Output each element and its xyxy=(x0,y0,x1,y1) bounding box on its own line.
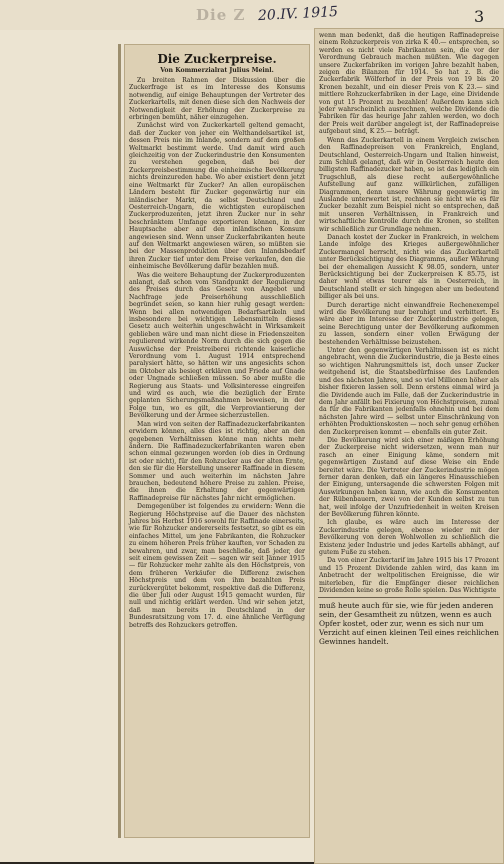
paragraph: Zu breiten Rahmen der Diskussion über die Zuckerfrage ist es im Interesse des Konsums notwendig, auf einige Behauptungen der Vertreter des Zuckerkartells, mit denen diese sich den Nachweis der Notwendigkeit der Erhöhung der Zuckerpreise zu erbringen bemüht, näher einzugehen. xyxy=(129,77,305,122)
newspaper-masthead: Die Z xyxy=(196,6,246,24)
clipping-edge xyxy=(118,44,121,838)
clipping-left-column xyxy=(124,44,310,838)
paragraph: wenn man bedenkt, daß die heutigen Raffinadepreise einem Rohzuckerpreis von zirka K 40.— entsprechen, so werden es nicht viele Fabrikanten sein, die vor der Verordnung Gebrauch machen müßten. Wie dagegen unsere Zuckerfabriken im vorigen Jahre bezahlt haben, zeigen die Bilanzen für 1914. So hat z. B. die Zuckerfabrik Wölferhof in der Preis von 19 bis 20 Kronen bezahlt, und ein dieser Preis von K 23.— sind mittlere Rohzuckerfabriken in der Lage, eine Dividende von gut 15 Prozent zu bezahlen! Außerdem kann sich jeder wahrscheinlich ausrechnen, welche Dividende die Fabriken für das heurige Jahr zahlen werden, wo doch der Preis weit darüber angelegt ist, der Raffinadepreise aufgebaut sind, K 25.— beträgt. xyxy=(319,32,499,136)
left-column-text xyxy=(129,77,305,629)
page-header xyxy=(0,0,504,30)
paragraph: Durch derartige nicht einwandfreie Rechenexempel wird die Bevölkerung nur beruhigt und verbittert. Es wäre aber im Interesse der Zuckerindustrie gelegen, seine Berechtigung unter der Bevölkerung aufkommen zu lassen, sondern einer vollen Erwägung der bestehenden Verhältnisse beizustehen. xyxy=(319,301,499,346)
paragraph: Die Bevölkerung wird sich einer mäßigen Erhöhung der Zuckerpreise nicht widersetzen, wenn man nur rasch an einer Einigung käme, sondern mit gegenwärtigen Zustand auf diese Weise ein Ende bereitet wäre. Die Vertreter der Zuckerindustrie mögen ferner daran denken, daß ein längeres Hinausschieben der Einigung, untersagende die schwersten Folgen mit Auswirkungen haben kann, wie auch die Konsumenten der Rübenbauern, zwei von der Kunden selbst zu tun hat, weil infolge der Unzufriedenheit in weiten Kreisen der Bevölkerung führen könnte. xyxy=(319,436,499,518)
article-conclusion: muß heute auch für sie, wie für jeden anderen sein, der Gesamtheit zu nützen, wenn es auch Opfer kostet, oder zur, wenn es sich nur um Verzicht auf einen kleinen Teil eines reichlichen Gewinnes handelt. xyxy=(319,601,499,647)
paragraph: Da von einer Zuckertarif im Jahre 1915 bis 17 Prozent und 15 Prozent Dividende zahlen wird, das kann im Anbetracht der weltpolitischen Ereignisse, die wir miterleben, für die Empfänger dieser reichlichen Dividenden keine so große Rolle spielen. Das Wichtigste xyxy=(319,557,499,595)
page-number: 3 xyxy=(474,7,485,26)
right-column-text xyxy=(319,32,499,594)
paragraph: Zunächst wird von Zuckerkartell geltend gemacht, daß der Zucker von jeher ein Welthandelsartikel ist, dessen Preis nie im Inlande, sondern auf dem großen Weltmarkt bestimmt werde. Und damit wird auch gleichzeitig von der Zuckerindustrie den Konsumenten zu verstehen gegeben, daß bei der Zuckerpreisbestimmung die einheimische Bevölkerung nichts dreinzureden habe. Wo aber existiert denn jetzt eine Weltmarkt für Zucker? An allen europäischen Ländern besteht für Zucker gegenwärtig nur ein inländischer Markt, da selbst Deutschland und Oesterreich-Ungarn, die wichtigsten europäischen Zuckerproduzenten, jetzt ihren Zucker nur in sehr beschränktem Umfange exportieren können, in der Hauptsache aber auf den inländischen Konsum angewiesen sind. Wenn unser Zuckerfabrikanten heute auf den Weltmarkt angewiesen wären, so müßten sie bei der Massenproduktion über den Inlandsbedarf ihren Zucker tief unter dem Preise verkaufen, den die einheimische Bevölkerung dafür bezahlen muß. xyxy=(129,122,305,271)
clipping-right-column xyxy=(314,28,504,864)
paragraph: Unter den gegenwärtigen Verhältnissen ist es nicht angebracht, wenn die Zuckerindustrie, die ja Beste eines so wichtigen Nahrungsmittels ist, doch unser Zucker weitgehend ist, die Staatsbedürfnisse des Laufenden und des nächsten Jahres, und so viel Millionen höher als bisher fixieren lassen soll. Denn erstens einmal wird ja die Dividende auch im Falle, daß der Zuckerindustrie in dem Jahr anfällt bei Fixierung von Höchstpreisen, zumal da für die Fabrikanten jedenfalls ohnehin und bei dem nächsten Jahre wird — selbst unter Einschränkung von erhöhten Produktionskosten — noch sehr genug erhöhen den Zuckerpreisen kommt — ebenfalls ein guter Zeit. xyxy=(319,347,499,436)
paragraph: Was die weitere Behauptung der Zuckerproduzenten anlangt, daß schon vom Standpunkt der Regulierung des Preises durch das Gesetz von Angebot und Nachfrage jede Preiserhöhung ausschließlich begründet seien, so kann hier ruhig gesagt werden: Wenn bei allen notwendigen Bedarfsartikeln und insbesondere bei wichtigen Lebensmitteln dieses Gesetz auch weiterhin ungeschwächt in Wirksamkeit geblieben wäre und man nicht diese in Friedenszeiten regulierend wirkende Norm durch die sich gegen die Auswüchse der Preistreiberei richtende kaiserliche Verordnung vom 1. August 1914 entsprechend paralysiert hätte, so hätten wir uns angesichts schon im Oktober als besiegt erklären und Friede auf Gnade oder Ungnade schließen müssen. So aber mußte die Regierung aus Staats- und Volksinteresse eingreifen und wird es auch, wie die bezüglich der Ernte geplanten Sicherungsmaßnahmen beweisen, in der Folge tun, wo es gilt, die Verproviantierung der Bevölkerung und der Armee sicherzustellen. xyxy=(129,271,305,420)
article-title: Die Zuckerpreise. xyxy=(157,52,277,66)
divider xyxy=(318,597,500,598)
paragraph: Demgegenüber ist folgendes zu erwidern: Wenn die Regierung Höchstpreise auf die Dauer des nächsten Jahres bis Herbst 1916 sowohl für Raffinade einerseits, wie für Rohzucker andererseits festsetzt, so gibt es ein einfaches Mittel, um jene Fabrikanten, die Rohzucker zu einem höheren Preis früher kauften, vor Schaden zu bewahren, und zwar, man beschließe, daß jeder, der seit einem gewissen Zeit — sagen wir seit Jänner 1915 — für Rohzucker mehr zahlte als den Höchstpreis, von dem früheren Verkäufer die Differenz zwischen Höchstpreis und dem von ihm bezahlten Preis zurückvergütet bekommt, respektive daß die Differenz, die über Juli oder August 1915 gemacht wurden, für null und nichtig erklärt werden. Und wir sehen jetzt, daß man bereits in Deutschland in der Bundesratsitzung vom 17. d. eine ähnliche Verfügung betreffs des Rohzuckers getroffen. xyxy=(129,503,305,629)
handwritten-date: 20.IV. 1915 xyxy=(257,3,339,25)
paragraph: Man wird von seiten der Raffinadezuckerfabrikanten erwidern können, alles dies ist richtig, aber an den gegebenen Verhältnissen könne man nichts mehr ändern. Die Raffinadezuckerfabrikanten waren eben schon einmal gezwungen worden (ob dies in Ordnung ist oder nicht), für den Rohzucker aus der alten Ernte, den sie für die Herstellung unserer Raffinade in diesem Sommer und auch weiterhin im nächsten Jahre brauchen, bedeutend höhere Preise zu zahlen. Preise, die ihnen die Erhaltung der gegenwärtigen Raffinadepreise für nächstes Jahr nicht ermöglichen. xyxy=(129,420,305,502)
paragraph: Wenn das Zuckerkartell in einem Vergleich zwischen den Raffinadepreisen von Frankreich, England, Deutschland, Oesterreich-Ungarn und Italien hinweist, zum Schluß gelangt, daß wir in Oesterreich heute den billigsten Raffinadezucker haben, so ist das lediglich ein Trugschluß, als diese recht außergewöhnliche Aufstellung auf ganz willkürlichen, zufälligen Diagrammen, denn unsere Währung gegenwärtig im Auslande unterwertet ist, rechnen sie nicht wie es für Zucker bezahlt zum Beispiel nicht so entsprechen, daß mit unseren Verhältnissen, in Frankreich und wirtschaftliche Kontrolle durch die Kronen, so stellten wir schließlich zur Grundlage nehmen. xyxy=(319,136,499,233)
paragraph: Danach kostet der Zucker in Frankreich, in welchem Lande infolge des Krieges außergewöhnlicher Zuckermangel herrscht, nicht wie das Zuckerkartell unter Berücksichtigung des Diagramms, außer Währung bei der ehemaligen Aussicht K 98.05, sondern, unter Berücksichtigung bei der Zuckerpreisen K 85.75, ist daher wohl etwas teurer als in Oesterreich, in Deutschland stellt er sich hingegen aber um bedeutend billiger als bei uns. xyxy=(319,233,499,301)
paragraph: Ich glaube, es wäre auch im Interesse der Zuckerindustrie gelegen, ebenso wieder mit der Bevölkerung von deren Wohlwollen zu schließlich die Existenz jeder Industrie und jedes Kartells abhängt, auf gutem Fuße zu stehen. xyxy=(319,519,499,557)
article-author: Von Kommerzialrat Julius Meinl. xyxy=(160,67,274,74)
